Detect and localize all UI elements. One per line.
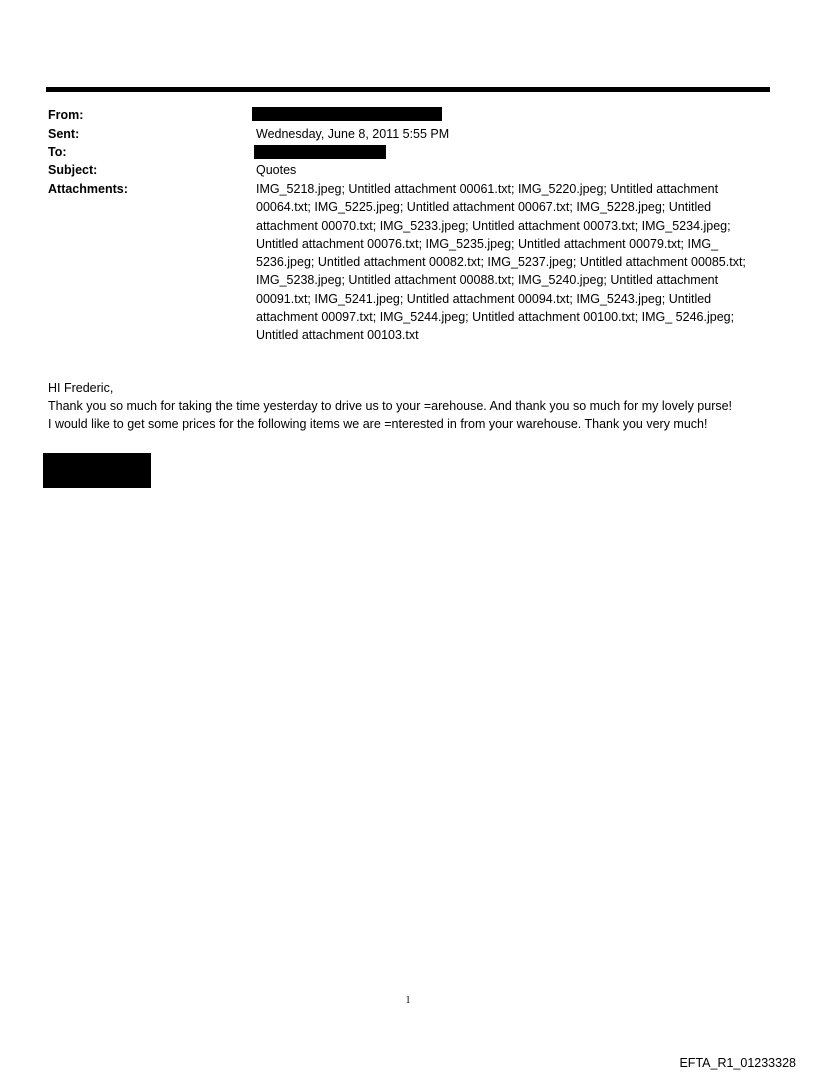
sent-value: Wednesday, June 8, 2011 5:55 PM [256,127,450,141]
header-rule [46,87,770,92]
to-redaction [254,145,386,159]
from-redaction [252,107,442,121]
document-id: EFTA_R1_01233328 [679,1056,796,1070]
body-paragraph-2: I would like to get some prices for the following items we are =nterested in from your warehouse. Thank you very much! [48,417,708,431]
sent-label: Sent: [48,127,80,141]
body-paragraph-1: Thank you so much for taking the time yesterday to drive us to your =arehouse. And thank you so much for my lovely purse! [48,399,733,413]
from-label: From: [48,108,84,122]
attachments-label: Attachments: [48,182,128,196]
signature-redaction [43,453,151,488]
subject-label: Subject: [48,163,98,177]
to-label: To: [48,145,67,159]
attachments-list: IMG_5218.jpeg; Untitled attachment 00061.txt; IMG_5220.jpeg; Untitled attachment 00064.txt; IMG_5225.jpeg; Untitled attachment 00067.txt; IMG_5228.jpeg; Untitled attachment 00070.txt; IMG_5233.jpeg; Untitled attachment 00073.txt; IMG_5234.jpeg; Untitled attachment 00076.txt; IMG_5235.jpeg; Untitled attachment 00079.txt; IMG_ 5236.jpeg; Untitled attachment 00082.txt; IMG_5237.jpeg; Untitled attachment 00085.txt; IMG_5238.jpeg; Untitled attachment 00088.txt; IMG_5240.jpeg; Untitled attachment 00091.txt; IMG_5241.jpeg; Untitled attachment 00094.txt; IMG_5243.jpeg; Untitled attachment 00097.txt; IMG_5244.jpeg; Untitled attachment 00100.txt; IMG_ 5246.jpeg; Untitled attachment 00103.txt [256,182,746,343]
subject-value: Quotes [256,163,297,177]
greeting: HI Frederic, [48,381,114,395]
email-body [48,379,783,433]
page-number: 1 [405,995,411,1006]
